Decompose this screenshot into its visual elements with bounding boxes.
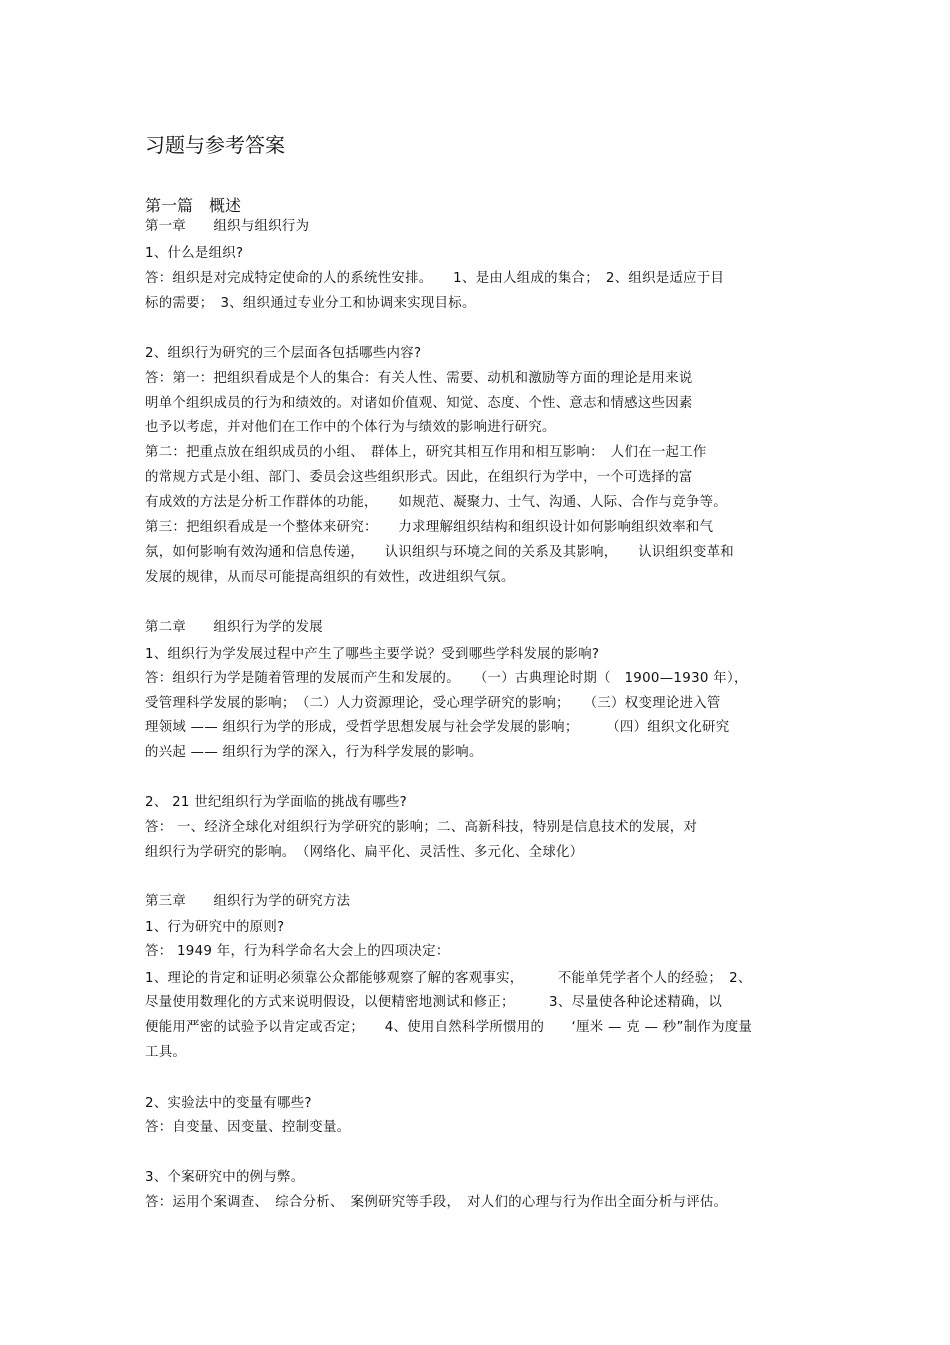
answer-text: 1、理论的肯定和证明必须靠公众都能够观察了解的客观事实， 不能单凭学者个人的经验； 2、 [145, 971, 752, 986]
chapter-heading: 第三章 组织行为学的研究方法 [145, 894, 351, 909]
answer-text: 也予以考虑，并对他们在工作中的个体行为与绩效的影响进行研究。 [145, 420, 556, 435]
answer-text: 答：运用个案调查、 综合分析、 案例研究等手段， 对人们的心理与行为作出全面分析与评估。 [145, 1195, 728, 1210]
answer-text: 第三：把组织看成是一个整体来研究： 力求理解组织结构和组织设计如何影响组织效率和气 [145, 520, 714, 535]
question-text: 1、什么是组织? [145, 246, 244, 261]
answer-text: 组织行为学研究的影响。 （网络化、扁平化、灵活性、多元化、全球化） [145, 845, 584, 860]
answer-text: 便能用严密的试验予以肯定或否定； 4、使用自然科学所惯用的 ‘厘米 — 克 — 秒”制作为度量 [145, 1020, 753, 1035]
question-text: 1、行为研究中的原则? [145, 920, 285, 935]
question-text: 2、 21 世纪组织行为学面临的挑战有哪些? [145, 795, 408, 810]
answer-text: 受管理科学发展的影响； （二）人力资源理论，受心理学研究的影响； （三）权变理论进入管 [145, 696, 721, 711]
question-text: 2、组织行为研究的三个层面各包括哪些内容? [145, 346, 422, 361]
answer-text: 答：第一：把组织看成是个人的集合：有关人性、需要、动机和激励等方面的理论是用来说 [145, 371, 693, 386]
answer-text: 工具。 [145, 1045, 187, 1060]
document-title: 习题与参考答案 [145, 133, 285, 157]
answer-text: 有成效的方法是分析工作群体的功能， 如规范、凝聚力、士气、沟通、人际、合作与竞争等。 [145, 495, 727, 510]
answer-text: 答：组织是对完成特定使命的人的系统性安排。 1、是由人组成的集合； 2、组织是适应于目 [145, 271, 725, 286]
part-title: 第一篇 概述 [145, 196, 242, 215]
answer-text: 发展的规律，从而尽可能提高组织的有效性，改进组织气氛。 [145, 570, 515, 585]
answer-text: 答：组织行为学是随着管理的发展而产生和发展的。 （一）古典理论时期（ 1900—1930 年）， [145, 671, 748, 686]
chapter-heading: 第二章 组织行为学的发展 [145, 620, 323, 635]
answer-text: 答： 一、经济全球化对组织行为学研究的影响；二、高新科技，特别是信息技术的发展，对 [145, 820, 698, 835]
question-text: 3、个案研究中的例与弊。 [145, 1170, 305, 1185]
answer-text: 尽量使用数理化的方式来说明假设，以便精密地测试和修正； 3、尽量使各种论述精确，以 [145, 995, 723, 1010]
answer-text: 第二：把重点放在组织成员的小组、 群体上，研究其相互作用和相互影响： 人们在一起工作 [145, 445, 707, 460]
answer-text: 答： 1949 年，行为科学命名大会上的四项决定： [145, 944, 450, 959]
answer-text: 氛，如何影响有效沟通和信息传递， 认识组织与环境之间的关系及其影响， 认识组织变革和 [145, 545, 734, 560]
answer-text: 的常规方式是小组、部门、委员会这些组织形式。因此，在组织行为学中，一个可选择的富 [145, 470, 693, 485]
answer-text: 标的需要； 3、组织通过专业分工和协调来实现目标。 [145, 296, 476, 311]
chapter-heading: 第一章 组织与组织行为 [145, 219, 310, 234]
question-text: 1、组织行为学发展过程中产生了哪些主要学说？受到哪些学科发展的影响? [145, 647, 600, 662]
answer-text: 的兴起 —— 组织行为学的深入，行为科学发展的影响。 [145, 745, 483, 760]
answer-text: 明单个组织成员的行为和绩效的。对诸如价值观、知觉、态度、个性、意志和情感这些因素 [145, 396, 693, 411]
question-text: 2、实验法中的变量有哪些? [145, 1096, 312, 1111]
answer-text: 理领域 —— 组织行为学的形成，受哲学思想发展与社会学发展的影响； （四）组织文化研究 [145, 720, 730, 735]
answer-text: 答：自变量、因变量、控制变量。 [145, 1120, 351, 1135]
